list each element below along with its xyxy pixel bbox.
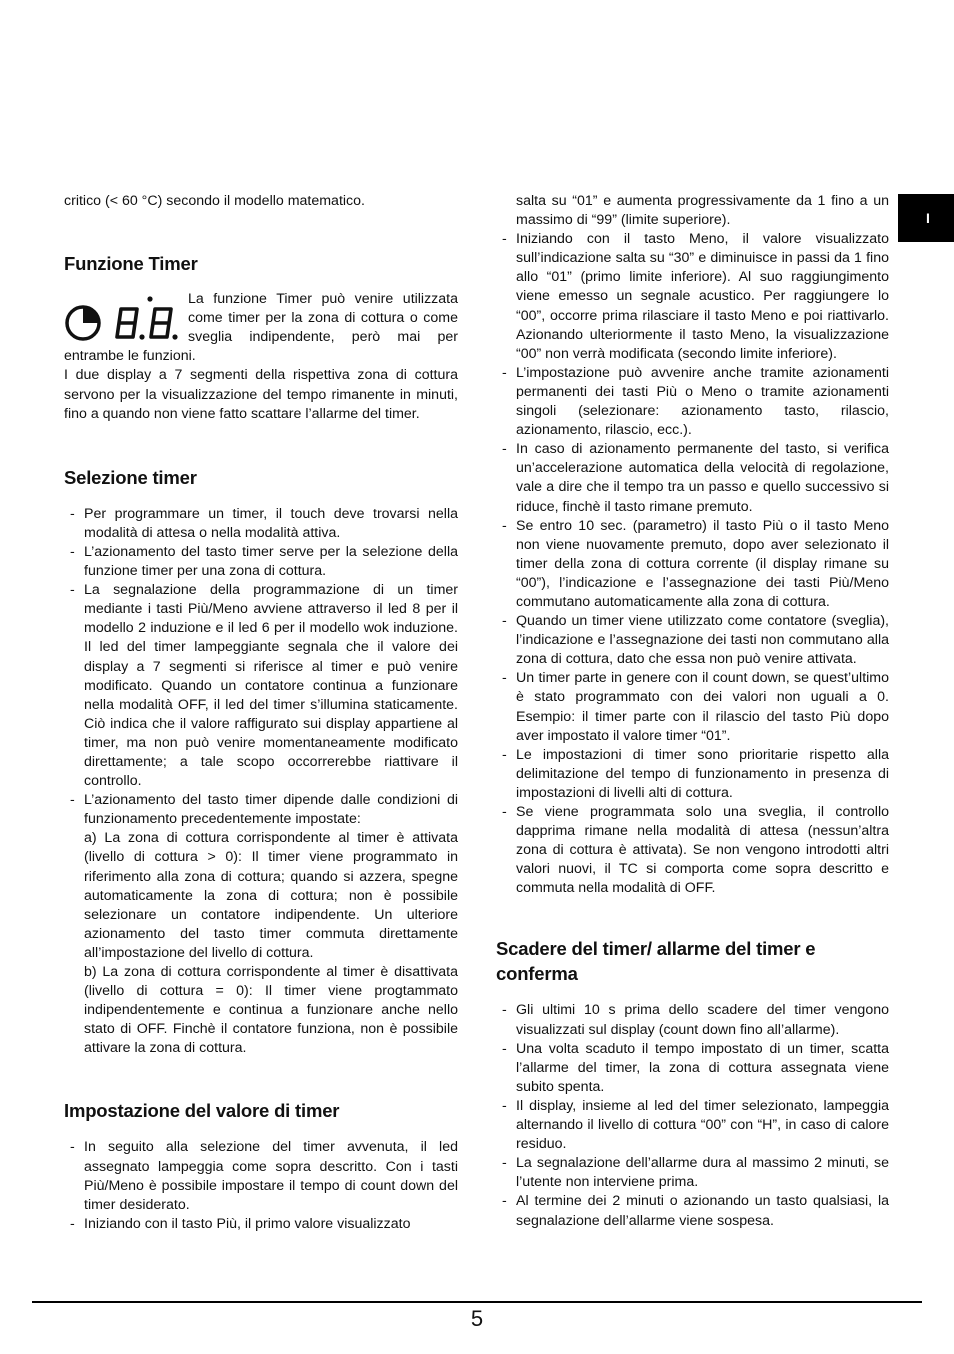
impostazione-list	[64, 1138, 458, 1233]
list-item: - Quando un timer viene utilizzato come contatore (sveglia), l’indicazione e l’assegnazione dei tasti non commutano alla zona di cottura, dato che essa non può venire attivata.	[496, 612, 889, 669]
list-item: - Per programmare un timer, il touch deve trovarsi nella modalità di attesa o nella modalità attiva.	[64, 505, 458, 543]
list-item: - Un timer parte in genere con il count down, se quest’ultimo è stato programmato con dei valori non uguali a 0. Esempio: il timer parte con il rilascio del tasto Più dopo aver impostato il valore timer “01”.	[496, 669, 889, 745]
timer-display-icon	[64, 292, 182, 344]
sub-item-a: a) La zona di cottura corrispondente al timer è attivata (livello di cottura > 0): Il timer viene programmato in riferimento alla zona di cottura; quando si azzera, spegne automaticamente la zona di cottura; non è possibile selezionare un contatore indipendente. Un ulteriore azionamento del tasto timer commuta direttamente all’impostazione del livello di cottura.	[84, 830, 458, 961]
timer-display-text: I due display a 7 segmenti della rispettiva zona di cottura servono per la visualizzazione del tempo rimanente in minuti, fino a quando non viene fatto scattare l’allarme del timer.	[64, 367, 458, 422]
heading-impostazione: Impostazione del valore di timer	[64, 1100, 340, 1122]
list-item: - Il display, insieme al led del timer selezionato, lampeggia alternando il livello di cottura “00” con “H”, in caso di calore residuo.	[496, 1097, 889, 1154]
page-number: 5	[470, 1306, 484, 1331]
list-item: - Iniziando con il tasto Meno, il valore visualizzato sull’indicazione salta su “30” e diminuisce in passi da 1 fino allo “01” (primo limite inferiore). Al suo raggiungimento viene emesso un segnale acustico. Per raggiungere lo “00”, occorre prima rilasciare il tasto Meno e poi riattivarlo. Azionando ulteriormente il tasto Meno, la visualizzazione “00” non verrà modificata (secondo limite inferiore).	[496, 230, 889, 364]
scadere-list	[496, 1001, 889, 1230]
language-tab	[898, 194, 954, 242]
list-item-text: - L’azionamento del tasto timer dipende dalle condizioni di funzionamento precedentemente impostate:	[84, 792, 458, 828]
left-column	[64, 192, 458, 1234]
impostazione-list-cont	[496, 230, 889, 898]
timer-block	[64, 290, 458, 366]
list-item	[64, 791, 458, 1058]
list-item: - Se viene programmata solo una sveglia, il controllo dapprima rimane nella modalità di attesa (nessun’altra zona di cottura è attivata). Se non vengono introdotti altri valori nuovi, il TC si comporta come sopra descritto e commuta nella modalità di OFF.	[496, 803, 889, 898]
list-item: - Se entro 10 sec. (parametro) il tasto Più o il tasto Meno non viene nuovamente premuto, dopo aver selezionato il timer della zona di cottura corrente (il display rimane su “00”), l’indicazione e l’assegnazione dei tasti Più/Meno commutano automaticamente alla zona di cottura.	[496, 517, 889, 612]
intro-text: critico (< 60 °C) secondo il modello matematico.	[64, 193, 365, 209]
continued-text: salta su “01” e aumenta progressivamente da 1 fino a un massimo di “99” (limite superiore).	[516, 193, 889, 229]
heading-funzione-timer: Funzione Timer	[64, 253, 198, 275]
list-item: - La segnalazione della programmazione di un timer mediante i tasti Più/Meno avviene attraverso il led 8 per il modello 2 induzione e il led 6 per il modello wok induzione. Il led del timer lampeggiante segnala che il valore dei display a 7 segmenti si riferisce al timer e può venire modificato. Quando un contatore continua a funzionare nella modalità OFF, il led del timer s’illumina staticamente. Ciò indica che il valore raffigurato sui display appartiene al timer, ma non può venire momentaneamente modificato direttamente; a tale scopo occorrerebbe riattivare il controllo.	[64, 581, 458, 791]
list-item: - Al termine dei 2 minuti o azionando un tasto qualsiasi, la segnalazione dell’allarme viene sospesa.	[496, 1192, 889, 1230]
list-item: - Le impostazioni di timer sono prioritarie rispetto alla delimitazione del tempo di funzionamento in presenza di impostazioni di livelli alti di cottura.	[496, 746, 889, 803]
heading-selezione-timer: Selezione timer	[64, 466, 197, 488]
list-item: - In caso di azionamento permanente del tasto, si verifica un’accelerazione automatica della velocità di regolazione, vale a dire che il tempo tra un passo e quello successivo si riduce, finchè il tasto rimane premuto.	[496, 440, 889, 516]
footer-divider	[32, 1301, 922, 1303]
sub-item-b: b) La zona di cottura corrispondente al timer è disattivata (livello di cottura = 0): Il timer viene progtammato indipendentemente e continua a funzionare anche nello stato di OFF. Finchè il contatore funziona, non è possibile attivare la zona di cottura.	[84, 964, 458, 1057]
list-item: - In seguito alla selezione del timer avvenuta, il led assegnato lampeggia come sopra descritto. Con i tasti Più/Meno è possibile impostare il tempo di count down del timer desiderato.	[64, 1138, 458, 1214]
list-item: - Iniziando con il tasto Più, il primo valore visualizzato	[64, 1215, 458, 1234]
list-item: - L’impostazione può avvenire anche tramite azionamenti permanenti dei tasti Più o Meno o tramite azionamenti singoli (selezionare: azionamento tasto, rilascio, azionamento, rilascio, ecc.).	[496, 364, 889, 440]
list-item: - La segnalazione dell’allarme dura al massimo 2 minuti, se l’utente non interviene prima.	[496, 1154, 889, 1192]
list-item: - Gli ultimi 10 s prima dello scadere del timer vengono visualizzati sul display (count down fino all’allarme).	[496, 1001, 889, 1039]
right-column	[496, 192, 889, 1231]
heading-scadere-timer: Scadere del timer/ allarme del timer e conferma	[496, 938, 816, 985]
list-item: - L’azionamento del tasto timer serve per la selezione della funzione timer per una zona di cottura.	[64, 543, 458, 581]
selezione-list	[64, 505, 458, 1059]
list-item: - Una volta scaduto il tempo impostato di un timer, scatta l’allarme del timer, la zona di cottura assegnata viene subito spenta.	[496, 1040, 889, 1097]
timer-intro-text: La funzione Timer può venire utilizzata come timer per la zona di cottura o come sveglia indipendente, però mai per entrambe le funzioni.	[64, 291, 458, 365]
language-tab-label: I	[926, 210, 930, 226]
